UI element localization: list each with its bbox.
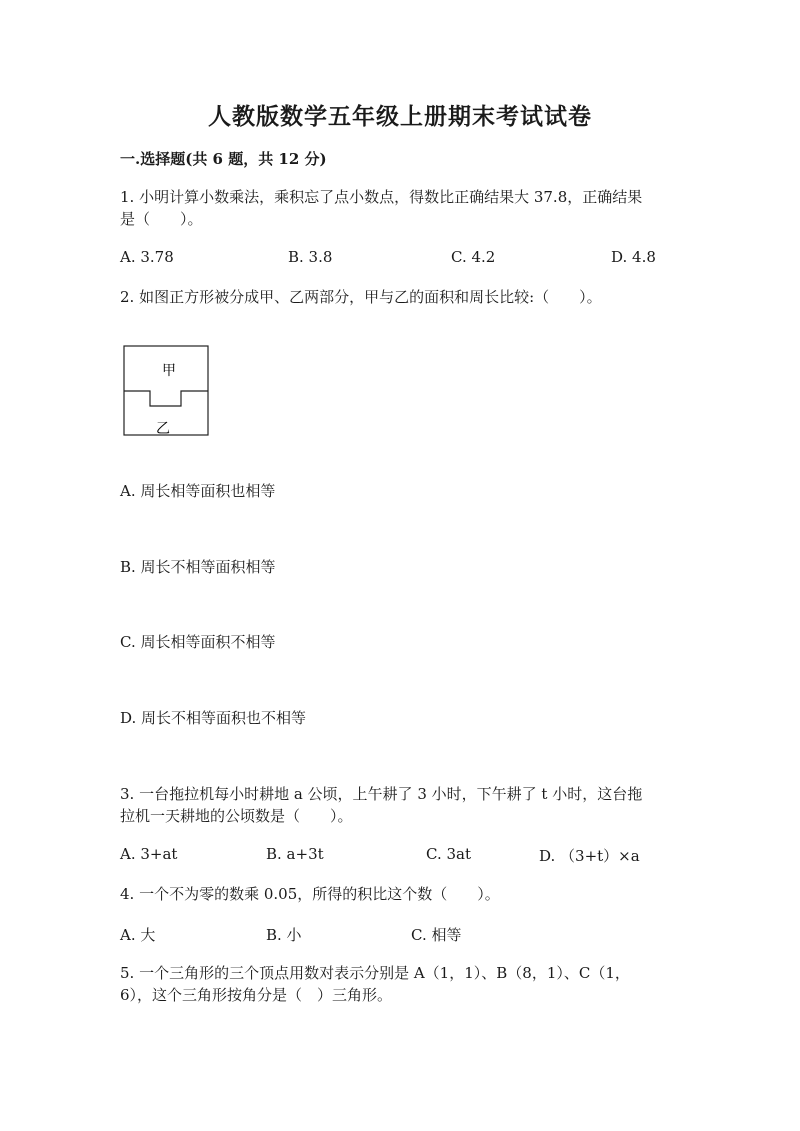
question-3-line-1: 3. 一台拖拉机每小时耕地 a 公顷，上午耕了 3 小时，下午耕了 t 小时，这台拖 bbox=[120, 785, 643, 803]
question-5-stem bbox=[120, 962, 680, 1006]
dividing-line bbox=[124, 391, 208, 406]
section-heading: 一.选择题(共 6 题，共 12 分) bbox=[120, 150, 327, 168]
q2-option-a: A. 周长相等面积也相等 bbox=[120, 482, 276, 500]
figure-label-jia: 甲 bbox=[162, 363, 176, 379]
q2-option-c: C. 周长相等面积不相等 bbox=[120, 633, 276, 651]
question-3-line-2: 拉机一天耕地的公顷数是（ ）。 bbox=[120, 807, 353, 825]
square-division-figure bbox=[120, 343, 212, 443]
question-1-line-2: 是（ ）。 bbox=[120, 210, 203, 228]
q4-option-a: A. 大 bbox=[120, 926, 156, 944]
q3-option-c: C. 3at bbox=[426, 845, 471, 863]
q4-option-b: B. 小 bbox=[266, 926, 302, 944]
q1-option-b: B. 3.8 bbox=[288, 248, 333, 266]
q2-option-d: D. 周长不相等面积也不相等 bbox=[120, 709, 307, 727]
q1-option-a: A. 3.78 bbox=[120, 248, 174, 266]
q1-option-d: D. 4.8 bbox=[611, 248, 656, 266]
q3-option-d: D. （3+t）×a bbox=[539, 847, 640, 865]
figure-label-yi: 乙 bbox=[156, 421, 170, 437]
question-5-line-1: 5. 一个三角形的三个顶点用数对表示分别是 A（1，1）、B（8，1）、C（1， bbox=[120, 964, 630, 982]
question-5-line-2: 6），这个三角形按角分是（ ）三角形。 bbox=[120, 986, 393, 1004]
q1-option-c: C. 4.2 bbox=[451, 248, 496, 266]
question-4-stem: 4. 一个不为零的数乘 0.05，所得的积比这个数（ ）。 bbox=[120, 885, 500, 903]
q4-option-c: C. 相等 bbox=[411, 926, 462, 944]
question-2-stem: 2. 如图正方形被分成甲、乙两部分，甲与乙的面积和周长比较:（ ）。 bbox=[120, 288, 602, 306]
q3-option-b: B. a+3t bbox=[266, 845, 324, 863]
page-title: 人教版数学五年级上册期末考试试卷 bbox=[208, 103, 592, 130]
square-figure-svg bbox=[120, 343, 212, 439]
q3-option-a: A. 3+at bbox=[120, 845, 178, 863]
question-1-stem bbox=[120, 186, 680, 230]
question-1-line-1: 1. 小明计算小数乘法，乘积忘了点小数点，得数比正确结果大 37.8，正确结果 bbox=[120, 188, 643, 206]
q2-option-b: B. 周长不相等面积相等 bbox=[120, 558, 276, 576]
question-3-stem bbox=[120, 783, 680, 827]
